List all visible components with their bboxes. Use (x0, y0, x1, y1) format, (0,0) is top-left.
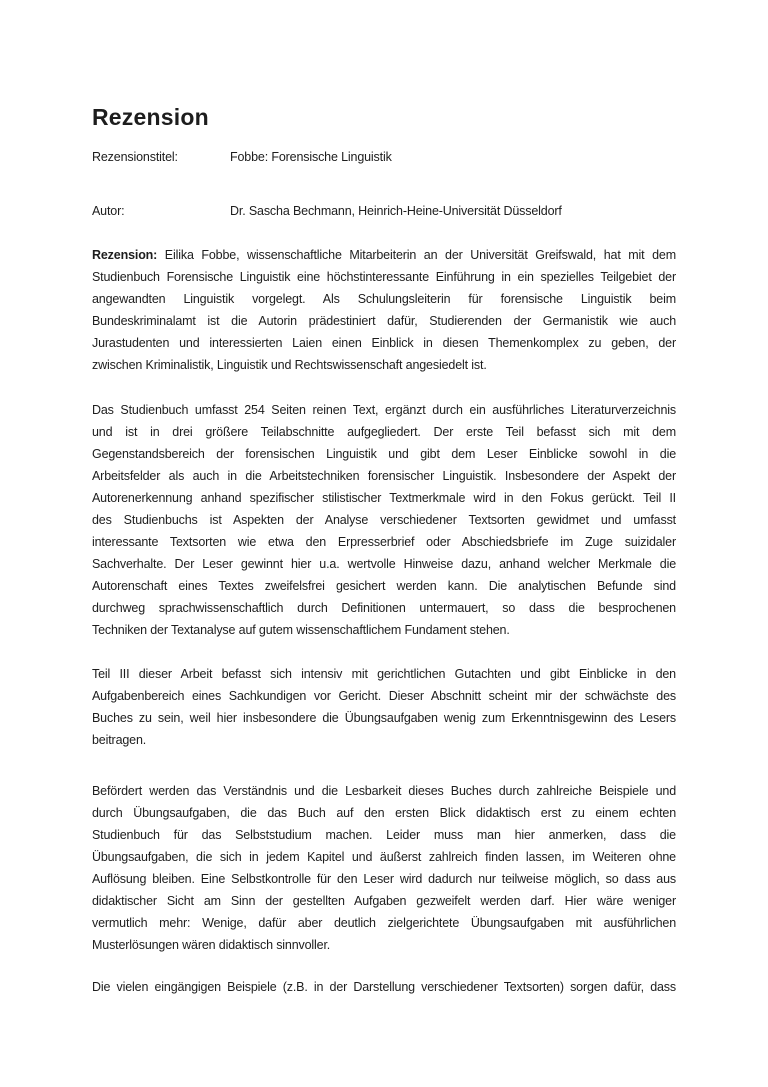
meta-value-rezensionstitel: Fobbe: Forensische Linguistik (230, 150, 392, 164)
text-line: beitragen. (92, 733, 147, 747)
paragraph-2 (92, 399, 676, 641)
text-line: Übungsaufgaben, die sich in jedem Kapitel und äußerst zahlreich finden lassen, im Weiteren ohne (92, 850, 676, 864)
text-line: Studienbuch für das Selbststudium machen. Leider muss man hier anmerken, dass die (92, 828, 676, 842)
document-title: Rezension (92, 104, 209, 131)
text-line: Musterlösungen wären didaktisch sinnvoller. (92, 938, 331, 952)
text-line: vermutlich mehr: Wenige, dafür aber deutlich zielgerichtete Übungsaufgaben mit ausführlichen (92, 916, 676, 930)
text-line: Teil III dieser Arbeit befasst sich intensiv mit gerichtlichen Gutachten und gibt Einblicke in den (92, 667, 676, 681)
text-line: Aufgabenbereich eines Sachkundigen vor Gericht. Dieser Abschnitt scheint mir der schwächste des (92, 689, 676, 703)
text-line: Gegenstandsbereich der forensischen Linguistik und gibt dem Leser Einblicke sowohl in die (92, 447, 676, 461)
meta-label-rezensionstitel: Rezensionstitel: (92, 150, 178, 164)
text-line: und ist in drei größere Teilabschnitte aufgegliedert. Der erste Teil befasst sich mit dem (92, 425, 676, 439)
meta-row-review-title (92, 146, 676, 168)
paragraph-4 (92, 780, 676, 956)
text-line: zwischen Kriminalistik, Linguistik und Rechtswissenschaft angesiedelt ist. (92, 358, 487, 372)
text-line: Autorenerkennung anhand spezifischer stilistischer Textmerkmale wird in den Fokus gerückt. Teil II (92, 491, 676, 505)
text-line: Autorenschaft eines Textes zweifelsfrei gesichert werden kann. Die analytischen Befunde sind (92, 579, 676, 593)
text-line: Die vielen eingängigen Beispiele (z.B. in der Darstellung verschiedener Textsorten) sorgen dafür, dass (92, 980, 676, 994)
meta-value-autor: Dr. Sascha Bechmann, Heinrich-Heine-Universität Düsseldorf (230, 204, 562, 218)
text-line: durchweg sprachwissenschaftlich durch Definitionen untermauert, so dass die besprochenen (92, 601, 676, 615)
text-line: Bundeskriminalamt ist die Autorin prädestiniert dafür, Studierenden der Germanistik wie auch (92, 314, 676, 328)
text-line: didaktischer Sicht am Sinn der gestellten Aufgaben gezweifelt werden darf. Hier wäre weniger (92, 894, 676, 908)
paragraph-lead-label: Rezension: (92, 248, 158, 262)
text-line: Rezension: Eilika Fobbe, wissenschaftliche Mitarbeiterin an der Universität Greifswald, hat mit dem (92, 248, 676, 262)
text-line: Das Studienbuch umfasst 254 Seiten reinen Text, ergänzt durch ein ausführliches Literaturverzeichnis (92, 403, 676, 417)
meta-row-author (92, 200, 676, 222)
text-line: Arbeitsfelder als auch in die Arbeitstechniken forensischer Linguistik. Insbesondere der Aspekt der (92, 469, 676, 483)
text-line: Jurastudenten und interessierten Laien einen Einblick in diesen Themenkomplex zu geben, der (92, 336, 676, 350)
text-line: durch Übungsaufgaben, die das Buch auf den ersten Blick didaktisch erst zu einem echten (92, 806, 676, 820)
paragraph-5 (92, 976, 676, 998)
text-line: Auflösung bleiben. Eine Selbstkontrolle für den Leser wird dadurch nur teilweise möglich, so dass aus (92, 872, 676, 886)
text-line: Buches zu sein, weil hier insbesondere die Übungsaufgaben wenig zum Erkenntnisgewinn des Lesers (92, 711, 676, 725)
paragraph-1 (92, 244, 676, 376)
text-line: angewandten Linguistik vorgelegt. Als Schulungsleiterin für forensische Linguistik beim (92, 292, 676, 306)
text-line: interessante Textsorten wie etwa den Erpresserbrief oder Abschiedsbriefe im Zuge suizidaler (92, 535, 676, 549)
text-line: Befördert werden das Verständnis und die Lesbarkeit dieses Buches durch zahlreiche Beispiele und (92, 784, 676, 798)
meta-label-autor: Autor: (92, 204, 125, 218)
text-line: Sachverhalte. Der Leser gewinnt hier u.a. wertvolle Hinweise dazu, anhand welcher Merkmale die (92, 557, 676, 571)
text-line: Techniken der Textanalyse auf gutem wissenschaftlichem Fundament stehen. (92, 623, 510, 637)
text-line: des Studienbuchs ist Aspekten der Analyse verschiedener Textsorten gewidmet und umfasst (92, 513, 676, 527)
text-line: Studienbuch Forensische Linguistik eine höchstinteressante Einführung in ein spezielles Teilgebiet der (92, 270, 676, 284)
paragraph-3 (92, 663, 676, 751)
